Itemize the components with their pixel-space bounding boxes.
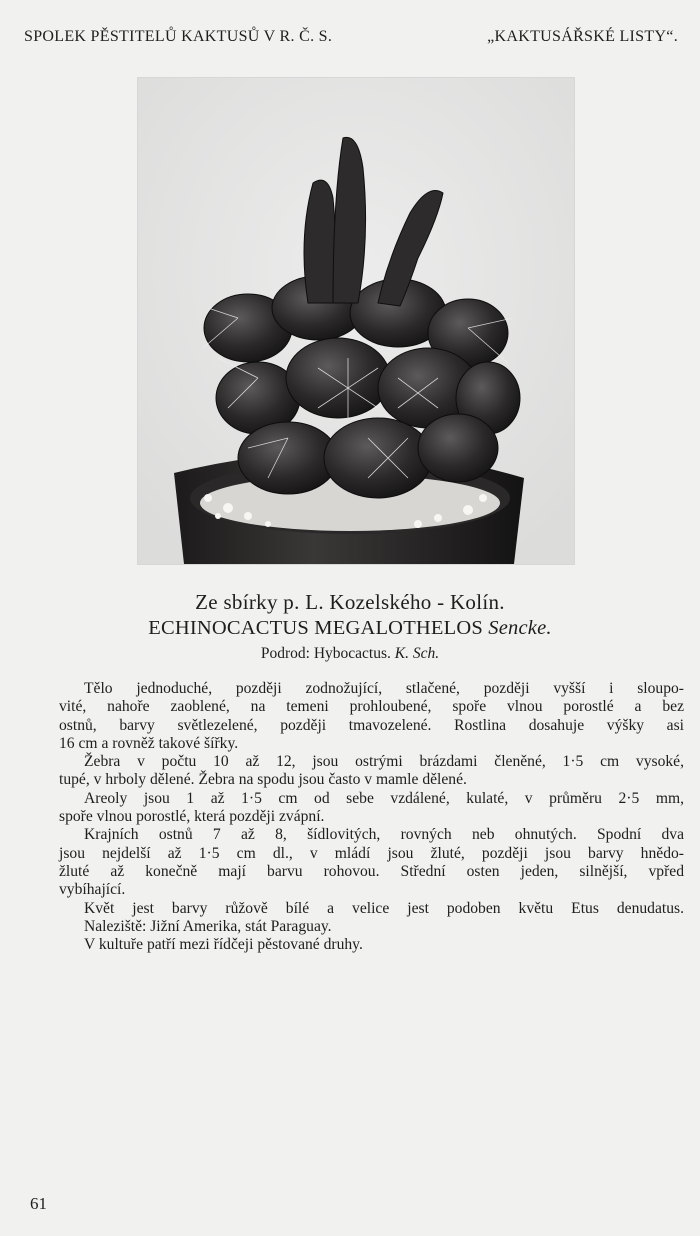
- body-line: Areoly jsou 1 až 1·5 cm od sebe vzdálené, kulaté, v průměru 2·5 mm,: [84, 789, 684, 807]
- caption-species: [0, 617, 700, 640]
- body-line: vité, nahoře zaoblené, na temeni prohloubené, spoře vlnou porostlé a bez: [59, 698, 684, 716]
- cactus-photo: [137, 77, 575, 565]
- body-line: ostnů, barvy světlezelené, později tmavozelené. Rostlina dosahuje výšky asi: [59, 716, 684, 734]
- running-header: [24, 28, 678, 46]
- subgenus-name: Podrod: Hybocactus.: [260, 645, 391, 662]
- subgenus-author: K. Sch.: [394, 645, 440, 662]
- header-left: SPOLEK PĚSTITELŮ KAKTUSŮ V R. Č. S.: [24, 28, 333, 45]
- body-line: tupé, v hrboly dělené. Žebra na spodu jsou často v mamle dělené.: [59, 771, 467, 789]
- article-body: [59, 680, 684, 954]
- body-line: žluté až konečně mají barvu rohovou. Střední osten jeden, silnější, vpřed: [59, 862, 684, 880]
- species-name: ECHINOCACTUS MEGALOTHELOS: [148, 617, 483, 639]
- body-line: V kultuře patří mezi řídčeji pěstované druhy.: [84, 936, 363, 954]
- body-line: Žebra v počtu 10 až 12, jsou ostrými brázdami členěné, 1·5 cm vysoké,: [84, 753, 684, 771]
- header-right: „KAKTUSÁŘSKÉ LISTY“.: [487, 28, 678, 45]
- body-line: vybíhající.: [59, 881, 126, 899]
- caption-collection: Ze sbírky p. L. Kozelského - Kolín.: [195, 590, 505, 614]
- body-line: spoře vlnou porostlé, která později zvápní.: [59, 808, 325, 826]
- body-line: Tělo jednoduché, později zodnožující, stlačené, později vyšší i sloupo-: [84, 680, 684, 697]
- page-number: 61: [30, 1194, 47, 1213]
- body-line: Krajních ostnů 7 až 8, šídlovitých, rovných neb ohnutých. Spodní dva: [84, 826, 684, 844]
- body-line: Květ jest barvy růžově bílé a velice jest podoben květu Etus denudatus.: [84, 899, 684, 917]
- cactus-illustration: [138, 78, 574, 564]
- figure-caption: [0, 590, 700, 663]
- body-line: jsou nejdelší až 1·5 cm dl., v mládí jsou žluté, později jsou barvy hnědo-: [59, 844, 684, 862]
- body-line: 16 cm a rovněž takové šířky.: [59, 734, 239, 752]
- species-author: Sencke.: [488, 617, 552, 639]
- caption-subgenus: [0, 645, 700, 663]
- body-line: Naleziště: Jižní Amerika, stát Paraguay.: [84, 917, 332, 935]
